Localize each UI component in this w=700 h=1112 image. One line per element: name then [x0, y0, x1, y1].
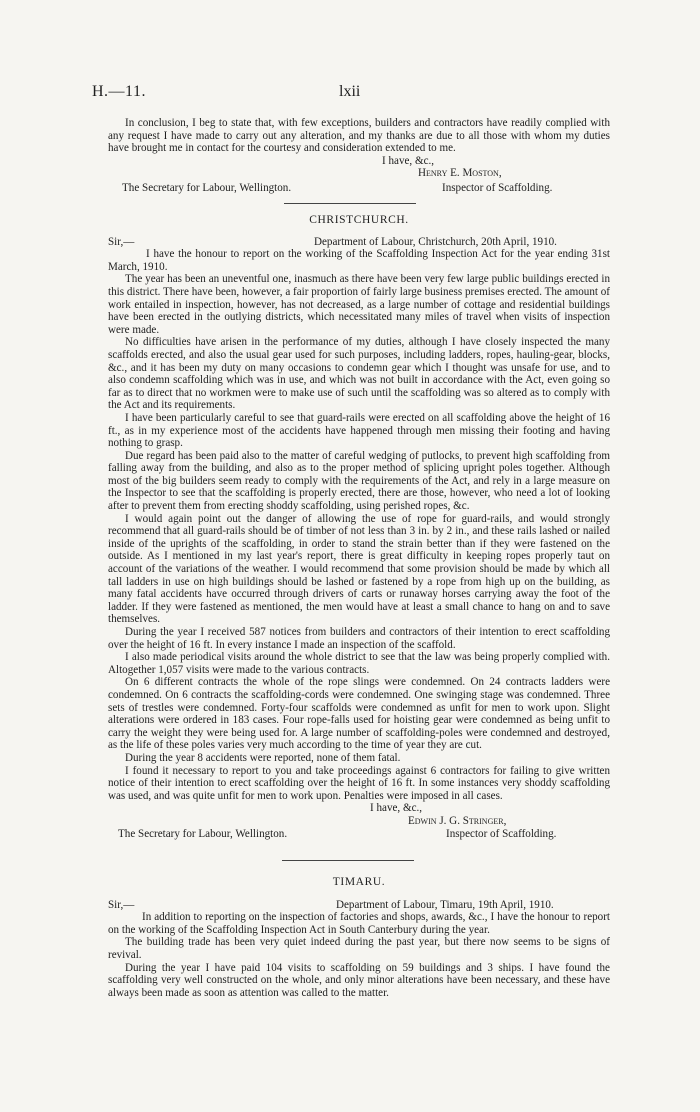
paragraph: I found it necessary to report to you and take proceedings against 6 contractors for failing to give written notice of their intention to erect scaffolding over the height of 16 ft. In some instances very shoddy scaffolding was used, and was quite unfit for men to work upon. Penalties were imposed in all cases. — [108, 764, 610, 802]
section-divider — [282, 860, 414, 861]
paragraph: No difficulties have arisen in the performance of my duties, although I have closely inspected the many scaffolds erected, and also the usual gear used for such purposes, including ladders, ropes, hauling-gear, blocks, &c., and it has been my duty on many occasions to condemn gear which I thought was unsafe for use, and to also condemn scaffolding which was in use, and which was not built in accordance with the Act, even going so far as to direct that no workmen were to make use of such until the scaffolding was so altered as to comply with the Act and its requirements. — [108, 336, 610, 412]
intro-addressee: The Secretary for Labour, Wellington. — [122, 181, 292, 194]
intro-signatory: Henry E. Moston, — [418, 167, 502, 180]
paragraph: Due regard has been paid also to the matter of careful wedging of putlocks, to prevent high scaffolding from falling away from the building, and also as to the proper method of splicing upright poles together. Although most of the big builders seem ready to comply with the requirements of the Act, and rely in a large measure on the Inspector to see that the scaffolding is properly erected, there are those, however, who need a lot of looking after to prevent them from erecting shoddy scaffolding, using perished ropes, &c. — [108, 449, 610, 513]
paragraph: During the year 8 accidents were reported, none of them fatal. — [125, 751, 401, 764]
intro-title: Inspector of Scaffolding. — [442, 181, 553, 194]
christchurch-closing: I have, &c., — [370, 802, 423, 815]
intro-paragraph: In conclusion, I beg to state that, with few exceptions, builders and contractors have readily complied with any request I have made to carry out any alteration, and my thanks are due to all those with whom my duties have brought me in contact for the courtesy and consideration extended to me. — [108, 117, 610, 155]
christchurch-title: Inspector of Scaffolding. — [446, 827, 557, 840]
christchurch-addressee: The Secretary for Labour, Wellington. — [118, 827, 288, 840]
paragraph: In addition to reporting on the inspection of factories and shops, awards, &c., I have the honour to report on the working of the Scaffolding Inspection Act in South Canterbury during the year. — [108, 911, 610, 936]
document-reference: H.—11. — [92, 83, 146, 100]
christchurch-heading: CHRISTCHURCH. — [309, 214, 409, 226]
intro-closing: I have, &c., — [382, 154, 435, 167]
timaru-heading: TIMARU. — [332, 876, 386, 888]
christchurch-section — [108, 214, 610, 840]
paragraph: I also made periodical visits around the whole district to see that the law was being properly complied with. Altogether 1,057 visits were made to the various contracts. — [108, 651, 610, 676]
christchurch-signatory: Edwin J. G. Stringer, — [408, 814, 507, 827]
timaru-salutation: Sir,— — [108, 898, 135, 911]
page-number: lxii — [339, 83, 361, 100]
paragraph: I have the honour to report on the working of the Scaffolding Inspection Act for the year ending 31st March, 1910. — [108, 248, 610, 273]
intro-section — [108, 117, 610, 195]
paragraph: On 6 different contracts the whole of the rope slings were condemned. On 24 contracts ladders were condemned. On 6 contracts the scaffolding-cords were condemned. One swinging stage was condemned. Three sets of trestles were condemned. Forty-four scaffolds were condemned as unfit for men to work upon. Slight alterations were ordered in 183 cases. Four rope-falls used for hoisting gear were condemned as being unfit to carry the weight they were being used for. A large number of scaffolding-poles were condemned and destroyed, as the life of these poles varies very much according to the time of year they are cut. — [108, 676, 610, 752]
paragraph: The building trade has been very quiet indeed during the past year, but there now seems to be signs of revival. — [108, 936, 610, 961]
timaru-section — [108, 876, 610, 999]
christchurch-salutation: Sir,— — [108, 235, 135, 248]
paragraph: I would again point out the danger of allowing the use of rope for guard-rails, and would strongly recommend that all guard-rails should be of timber of not less than 3 in. by 2 in., and these rails lashed or nailed inside of the uprights of the scaffolding, in order to stand the strain better than if they were fastened on the outside. As I mentioned in my last year's report, there is great difficulty in keeping ropes properly taut on account of the variations of the weather. I would recommend that some provision should be made by which all tall ladders in use on high buildings should be lashed or fastened by a rope from high up on the building, as many fatal accidents have occurred through drivers of carts or runaway horses carrying away the foot of the ladder. If they were fastened as mentioned, the men would have at least a small chance to hang on and to save themselves. — [108, 512, 610, 626]
paragraph: I have been particularly careful to see that guard-rails were erected on all scaffolding above the height of 16 ft., as in my experience most of the accidents have happened through men missing their footing and having nothing to grasp. — [108, 411, 610, 450]
paragraph: During the year I received 587 notices from builders and contractors of their intention to erect scaffolding over the height of 16 ft. In every instance I made an inspection of the scaffold. — [108, 626, 610, 651]
timaru-dateline: Department of Labour, Timaru, 19th April, 1910. — [336, 898, 554, 911]
paragraph: During the year I have paid 104 visits to scaffolding on 59 buildings and 3 ships. I have found the scaffolding very well constructed on the whole, and only minor alterations have been necessary, and these have always been made as soon as attention was called to the matter. — [108, 961, 610, 999]
section-divider — [284, 203, 416, 204]
christchurch-dateline: Department of Labour, Christchurch, 20th April, 1910. — [314, 235, 557, 248]
paragraph: The year has been an uneventful one, inasmuch as there have been very few large public buildings erected in this district. There have been, however, a fair proportion of fairly large business premises erected. The amount of work entailed in inspection, however, has not decreased, as a large number of cottage and residential buildings have been erected in the outlying districts, which necessitated many miles of travel when visits of inspection were made. — [108, 273, 610, 336]
